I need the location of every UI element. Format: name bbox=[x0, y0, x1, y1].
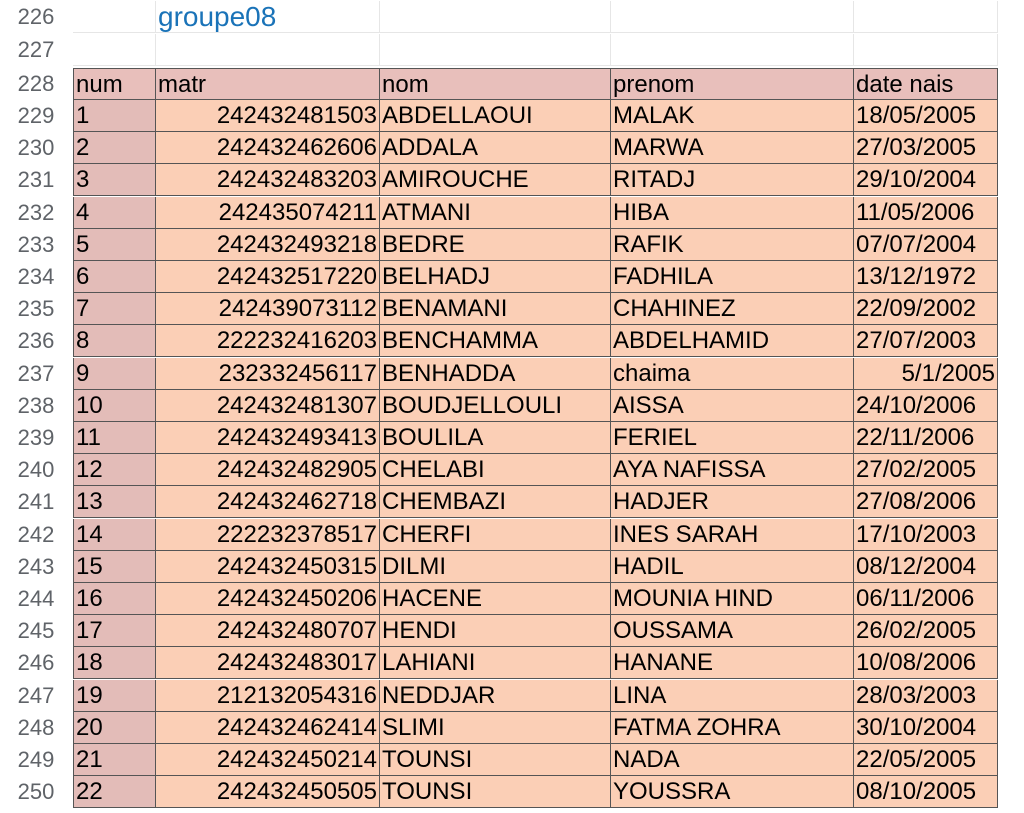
cell-date-nais[interactable]: 5/1/2005 bbox=[854, 358, 998, 390]
cell-num[interactable]: 2 bbox=[73, 132, 156, 164]
sheet-margin bbox=[998, 0, 1024, 813]
cell-nom[interactable]: LAHIANI bbox=[380, 647, 611, 679]
table-row bbox=[0, 583, 1024, 615]
cell-num[interactable]: 3 bbox=[73, 164, 156, 196]
cell-nom[interactable]: BENCHAMMA bbox=[380, 325, 611, 357]
cell-num[interactable]: 12 bbox=[73, 454, 156, 486]
cell[interactable] bbox=[611, 1, 854, 33]
cell-nom[interactable]: ADDALA bbox=[380, 132, 611, 164]
cell-prenom[interactable]: FERIEL bbox=[611, 422, 854, 454]
table-row bbox=[0, 712, 1024, 744]
table-row bbox=[0, 358, 1024, 390]
table-row bbox=[0, 680, 1024, 712]
cell-num[interactable]: 22 bbox=[73, 776, 156, 808]
table-row bbox=[0, 100, 1024, 132]
cell-prenom[interactable]: HIBA bbox=[611, 197, 854, 229]
cell-matr[interactable]: 242432462718 bbox=[156, 486, 380, 518]
table-row bbox=[0, 197, 1024, 229]
row-header[interactable]: 236 bbox=[0, 325, 72, 357]
cell-prenom[interactable]: MARWA bbox=[611, 132, 854, 164]
cell-prenom[interactable]: HADIL bbox=[611, 551, 854, 583]
cell-prenom[interactable]: YOUSSRA bbox=[611, 776, 854, 808]
cell-num[interactable]: 10 bbox=[73, 390, 156, 422]
cell-date-nais[interactable]: 08/10/2005 bbox=[854, 776, 998, 808]
cell-prenom[interactable]: RAFIK bbox=[611, 229, 854, 261]
cell-num[interactable]: 4 bbox=[73, 197, 156, 229]
cell[interactable] bbox=[73, 1, 156, 33]
row-header[interactable]: 244 bbox=[0, 583, 72, 615]
cell-matr[interactable]: 242432481503 bbox=[156, 100, 380, 132]
cell-num[interactable]: 8 bbox=[73, 325, 156, 357]
row-header[interactable]: 227 bbox=[0, 34, 72, 66]
cell-num[interactable]: 16 bbox=[73, 583, 156, 615]
row-header[interactable]: 246 bbox=[0, 647, 72, 679]
cell-matr[interactable]: 242432517220 bbox=[156, 261, 380, 293]
cell[interactable] bbox=[854, 34, 998, 66]
row-header[interactable]: 247 bbox=[0, 680, 72, 712]
row-header[interactable]: 228 bbox=[0, 68, 72, 100]
cell-nom[interactable]: ABDELLAOUI bbox=[380, 100, 611, 132]
table-header-row bbox=[0, 68, 1024, 100]
cell-nom[interactable]: TOUNSI bbox=[380, 776, 611, 808]
cell-prenom[interactable]: MALAK bbox=[611, 100, 854, 132]
table-row bbox=[0, 132, 1024, 164]
cell-date-nais[interactable]: 27/07/2003 bbox=[854, 325, 998, 357]
row-header[interactable]: 226 bbox=[0, 1, 72, 33]
cell-num[interactable]: 6 bbox=[73, 261, 156, 293]
row-header[interactable]: 245 bbox=[0, 615, 72, 647]
cell-matr[interactable]: 242432450206 bbox=[156, 583, 380, 615]
cell-matr[interactable]: 242432482905 bbox=[156, 454, 380, 486]
cell-date-nais[interactable]: 06/11/2006 bbox=[854, 583, 998, 615]
cell-nom[interactable]: CHELABI bbox=[380, 454, 611, 486]
row-header[interactable]: 231 bbox=[0, 164, 72, 196]
group-title-cell[interactable]: groupe08 bbox=[156, 1, 380, 33]
table-row bbox=[0, 647, 1024, 679]
cell-matr[interactable]: 242432462414 bbox=[156, 712, 380, 744]
cell-prenom[interactable]: chaima bbox=[611, 358, 854, 390]
cell-nom[interactable]: BENAMANI bbox=[380, 293, 611, 325]
cell-nom[interactable]: BELHADJ bbox=[380, 261, 611, 293]
cell-matr[interactable]: 222232416203 bbox=[156, 325, 380, 357]
table-row bbox=[0, 229, 1024, 261]
cell-matr[interactable]: 242432493413 bbox=[156, 422, 380, 454]
cell-num[interactable]: 11 bbox=[73, 422, 156, 454]
cell-date-nais[interactable]: 17/10/2003 bbox=[854, 519, 998, 551]
cell-matr[interactable]: 242432483203 bbox=[156, 164, 380, 196]
cell[interactable] bbox=[611, 34, 854, 66]
cell[interactable] bbox=[380, 1, 611, 33]
table-row bbox=[0, 164, 1024, 196]
cell-prenom[interactable]: CHAHINEZ bbox=[611, 293, 854, 325]
cell-date-nais[interactable]: 08/12/2004 bbox=[854, 551, 998, 583]
cell[interactable] bbox=[854, 1, 998, 33]
blank-row bbox=[0, 34, 1024, 66]
cell-matr[interactable]: 242439073112 bbox=[156, 293, 380, 325]
row-header[interactable]: 238 bbox=[0, 390, 72, 422]
table-row bbox=[0, 776, 1024, 808]
cell-matr[interactable]: 222232378517 bbox=[156, 519, 380, 551]
cell-nom[interactable]: CHERFI bbox=[380, 519, 611, 551]
cell-prenom[interactable]: LINA bbox=[611, 680, 854, 712]
row-header[interactable]: 230 bbox=[0, 132, 72, 164]
row-header[interactable]: 241 bbox=[0, 486, 72, 518]
cell-num[interactable]: 9 bbox=[73, 358, 156, 390]
cell-num[interactable]: 17 bbox=[73, 615, 156, 647]
cell-num[interactable]: 7 bbox=[73, 293, 156, 325]
row-header[interactable]: 237 bbox=[0, 358, 72, 390]
cell-num[interactable]: 14 bbox=[73, 519, 156, 551]
cell-date-nais[interactable]: 13/12/1972 bbox=[854, 261, 998, 293]
cell-nom[interactable]: ATMANI bbox=[380, 197, 611, 229]
table-row bbox=[0, 744, 1024, 776]
cell-nom[interactable]: HENDI bbox=[380, 615, 611, 647]
row-header[interactable]: 249 bbox=[0, 744, 72, 776]
cell-date-nais[interactable]: 28/03/2003 bbox=[854, 680, 998, 712]
cell-prenom[interactable]: HANANE bbox=[611, 647, 854, 679]
cell-matr[interactable]: 242432483017 bbox=[156, 647, 380, 679]
cell-date-nais[interactable]: 26/02/2005 bbox=[854, 615, 998, 647]
cell-nom[interactable]: NEDDJAR bbox=[380, 680, 611, 712]
cell-nom[interactable]: HACENE bbox=[380, 583, 611, 615]
cell-prenom[interactable]: FATMA ZOHRA bbox=[611, 712, 854, 744]
cell-matr[interactable]: 242432450315 bbox=[156, 551, 380, 583]
cell-matr[interactable]: 242432462606 bbox=[156, 132, 380, 164]
cell-num[interactable]: 19 bbox=[73, 680, 156, 712]
cell-nom[interactable]: BOUDJELLOULI bbox=[380, 390, 611, 422]
cell-matr[interactable]: 242435074211 bbox=[156, 197, 380, 229]
table-row bbox=[0, 486, 1024, 518]
row-header[interactable]: 229 bbox=[0, 100, 72, 132]
table-row bbox=[0, 325, 1024, 357]
cell-num[interactable]: 20 bbox=[73, 712, 156, 744]
cell-date-nais[interactable]: 24/10/2006 bbox=[854, 390, 998, 422]
table-row bbox=[0, 261, 1024, 293]
cell[interactable] bbox=[73, 34, 156, 66]
table-row bbox=[0, 293, 1024, 325]
table-row bbox=[0, 422, 1024, 454]
cell-date-nais[interactable]: 22/11/2006 bbox=[854, 422, 998, 454]
cell-date-nais[interactable]: 27/08/2006 bbox=[854, 486, 998, 518]
cell-num[interactable]: 21 bbox=[73, 744, 156, 776]
row-header[interactable]: 240 bbox=[0, 454, 72, 486]
cell-date-nais[interactable]: 22/09/2002 bbox=[854, 293, 998, 325]
cell-date-nais[interactable]: 07/07/2004 bbox=[854, 229, 998, 261]
row-header[interactable]: 233 bbox=[0, 229, 72, 261]
cell-num[interactable]: 5 bbox=[73, 229, 156, 261]
row-header[interactable]: 239 bbox=[0, 422, 72, 454]
cell-nom[interactable]: BOULILA bbox=[380, 422, 611, 454]
cell-prenom[interactable]: INES SARAH bbox=[611, 519, 854, 551]
cell-matr[interactable]: 212132054316 bbox=[156, 680, 380, 712]
row-header[interactable]: 234 bbox=[0, 261, 72, 293]
row-header[interactable]: 243 bbox=[0, 551, 72, 583]
table-row bbox=[0, 551, 1024, 583]
cell-num[interactable]: 13 bbox=[73, 486, 156, 518]
cell-prenom[interactable]: OUSSAMA bbox=[611, 615, 854, 647]
cell-prenom[interactable]: NADA bbox=[611, 744, 854, 776]
cell-nom[interactable]: TOUNSI bbox=[380, 744, 611, 776]
cell-date-nais[interactable]: 30/10/2004 bbox=[854, 712, 998, 744]
row-header[interactable]: 242 bbox=[0, 519, 72, 551]
cell-date-nais[interactable]: 29/10/2004 bbox=[854, 164, 998, 196]
cell-prenom[interactable]: ABDELHAMID bbox=[611, 325, 854, 357]
row-header[interactable]: 232 bbox=[0, 197, 72, 229]
cell-prenom[interactable]: RITADJ bbox=[611, 164, 854, 196]
cell-date-nais[interactable]: 22/05/2005 bbox=[854, 744, 998, 776]
row-header[interactable]: 235 bbox=[0, 293, 72, 325]
cell-matr[interactable]: 242432450505 bbox=[156, 776, 380, 808]
cell[interactable] bbox=[380, 34, 611, 66]
title-row bbox=[0, 1, 1024, 33]
table-row bbox=[0, 454, 1024, 486]
cell-matr[interactable]: 242432450214 bbox=[156, 744, 380, 776]
cell-matr[interactable]: 242432493218 bbox=[156, 229, 380, 261]
table-row bbox=[0, 519, 1024, 551]
column-header-nom[interactable]: nom bbox=[380, 68, 611, 100]
cell-prenom[interactable]: MOUNIA HIND bbox=[611, 583, 854, 615]
column-header-matr[interactable]: matr bbox=[156, 68, 380, 100]
row-header[interactable]: 248 bbox=[0, 712, 72, 744]
cell-date-nais[interactable]: 10/08/2006 bbox=[854, 647, 998, 679]
cell-matr[interactable]: 242432481307 bbox=[156, 390, 380, 422]
cell-num[interactable]: 15 bbox=[73, 551, 156, 583]
row-header[interactable]: 250 bbox=[0, 776, 72, 808]
cell-matr[interactable]: 232332456117 bbox=[156, 358, 380, 390]
cell-date-nais[interactable]: 18/05/2005 bbox=[854, 100, 998, 132]
cell-nom[interactable]: BEDRE bbox=[380, 229, 611, 261]
cell[interactable] bbox=[156, 34, 380, 66]
cell-num[interactable]: 1 bbox=[73, 100, 156, 132]
column-header-date-nais[interactable]: date nais bbox=[854, 68, 998, 100]
cell-nom[interactable]: AMIROUCHE bbox=[380, 164, 611, 196]
cell-date-nais[interactable]: 27/03/2005 bbox=[854, 132, 998, 164]
cell-prenom[interactable]: AYA NAFISSA bbox=[611, 454, 854, 486]
column-header-num[interactable]: num bbox=[73, 68, 156, 100]
cell-nom[interactable]: CHEMBAZI bbox=[380, 486, 611, 518]
cell-prenom[interactable]: FADHILA bbox=[611, 261, 854, 293]
cell-nom[interactable]: DILMI bbox=[380, 551, 611, 583]
cell-matr[interactable]: 242432480707 bbox=[156, 615, 380, 647]
cell-nom[interactable]: SLIMI bbox=[380, 712, 611, 744]
cell-nom[interactable]: BENHADDA bbox=[380, 358, 611, 390]
cell-prenom[interactable]: AISSA bbox=[611, 390, 854, 422]
cell-num[interactable]: 18 bbox=[73, 647, 156, 679]
cell-date-nais[interactable]: 11/05/2006 bbox=[854, 197, 998, 229]
cell-prenom[interactable]: HADJER bbox=[611, 486, 854, 518]
table-row bbox=[0, 615, 1024, 647]
cell-date-nais[interactable]: 27/02/2005 bbox=[854, 454, 998, 486]
column-header-prenom[interactable]: prenom bbox=[611, 68, 854, 100]
table-row bbox=[0, 390, 1024, 422]
